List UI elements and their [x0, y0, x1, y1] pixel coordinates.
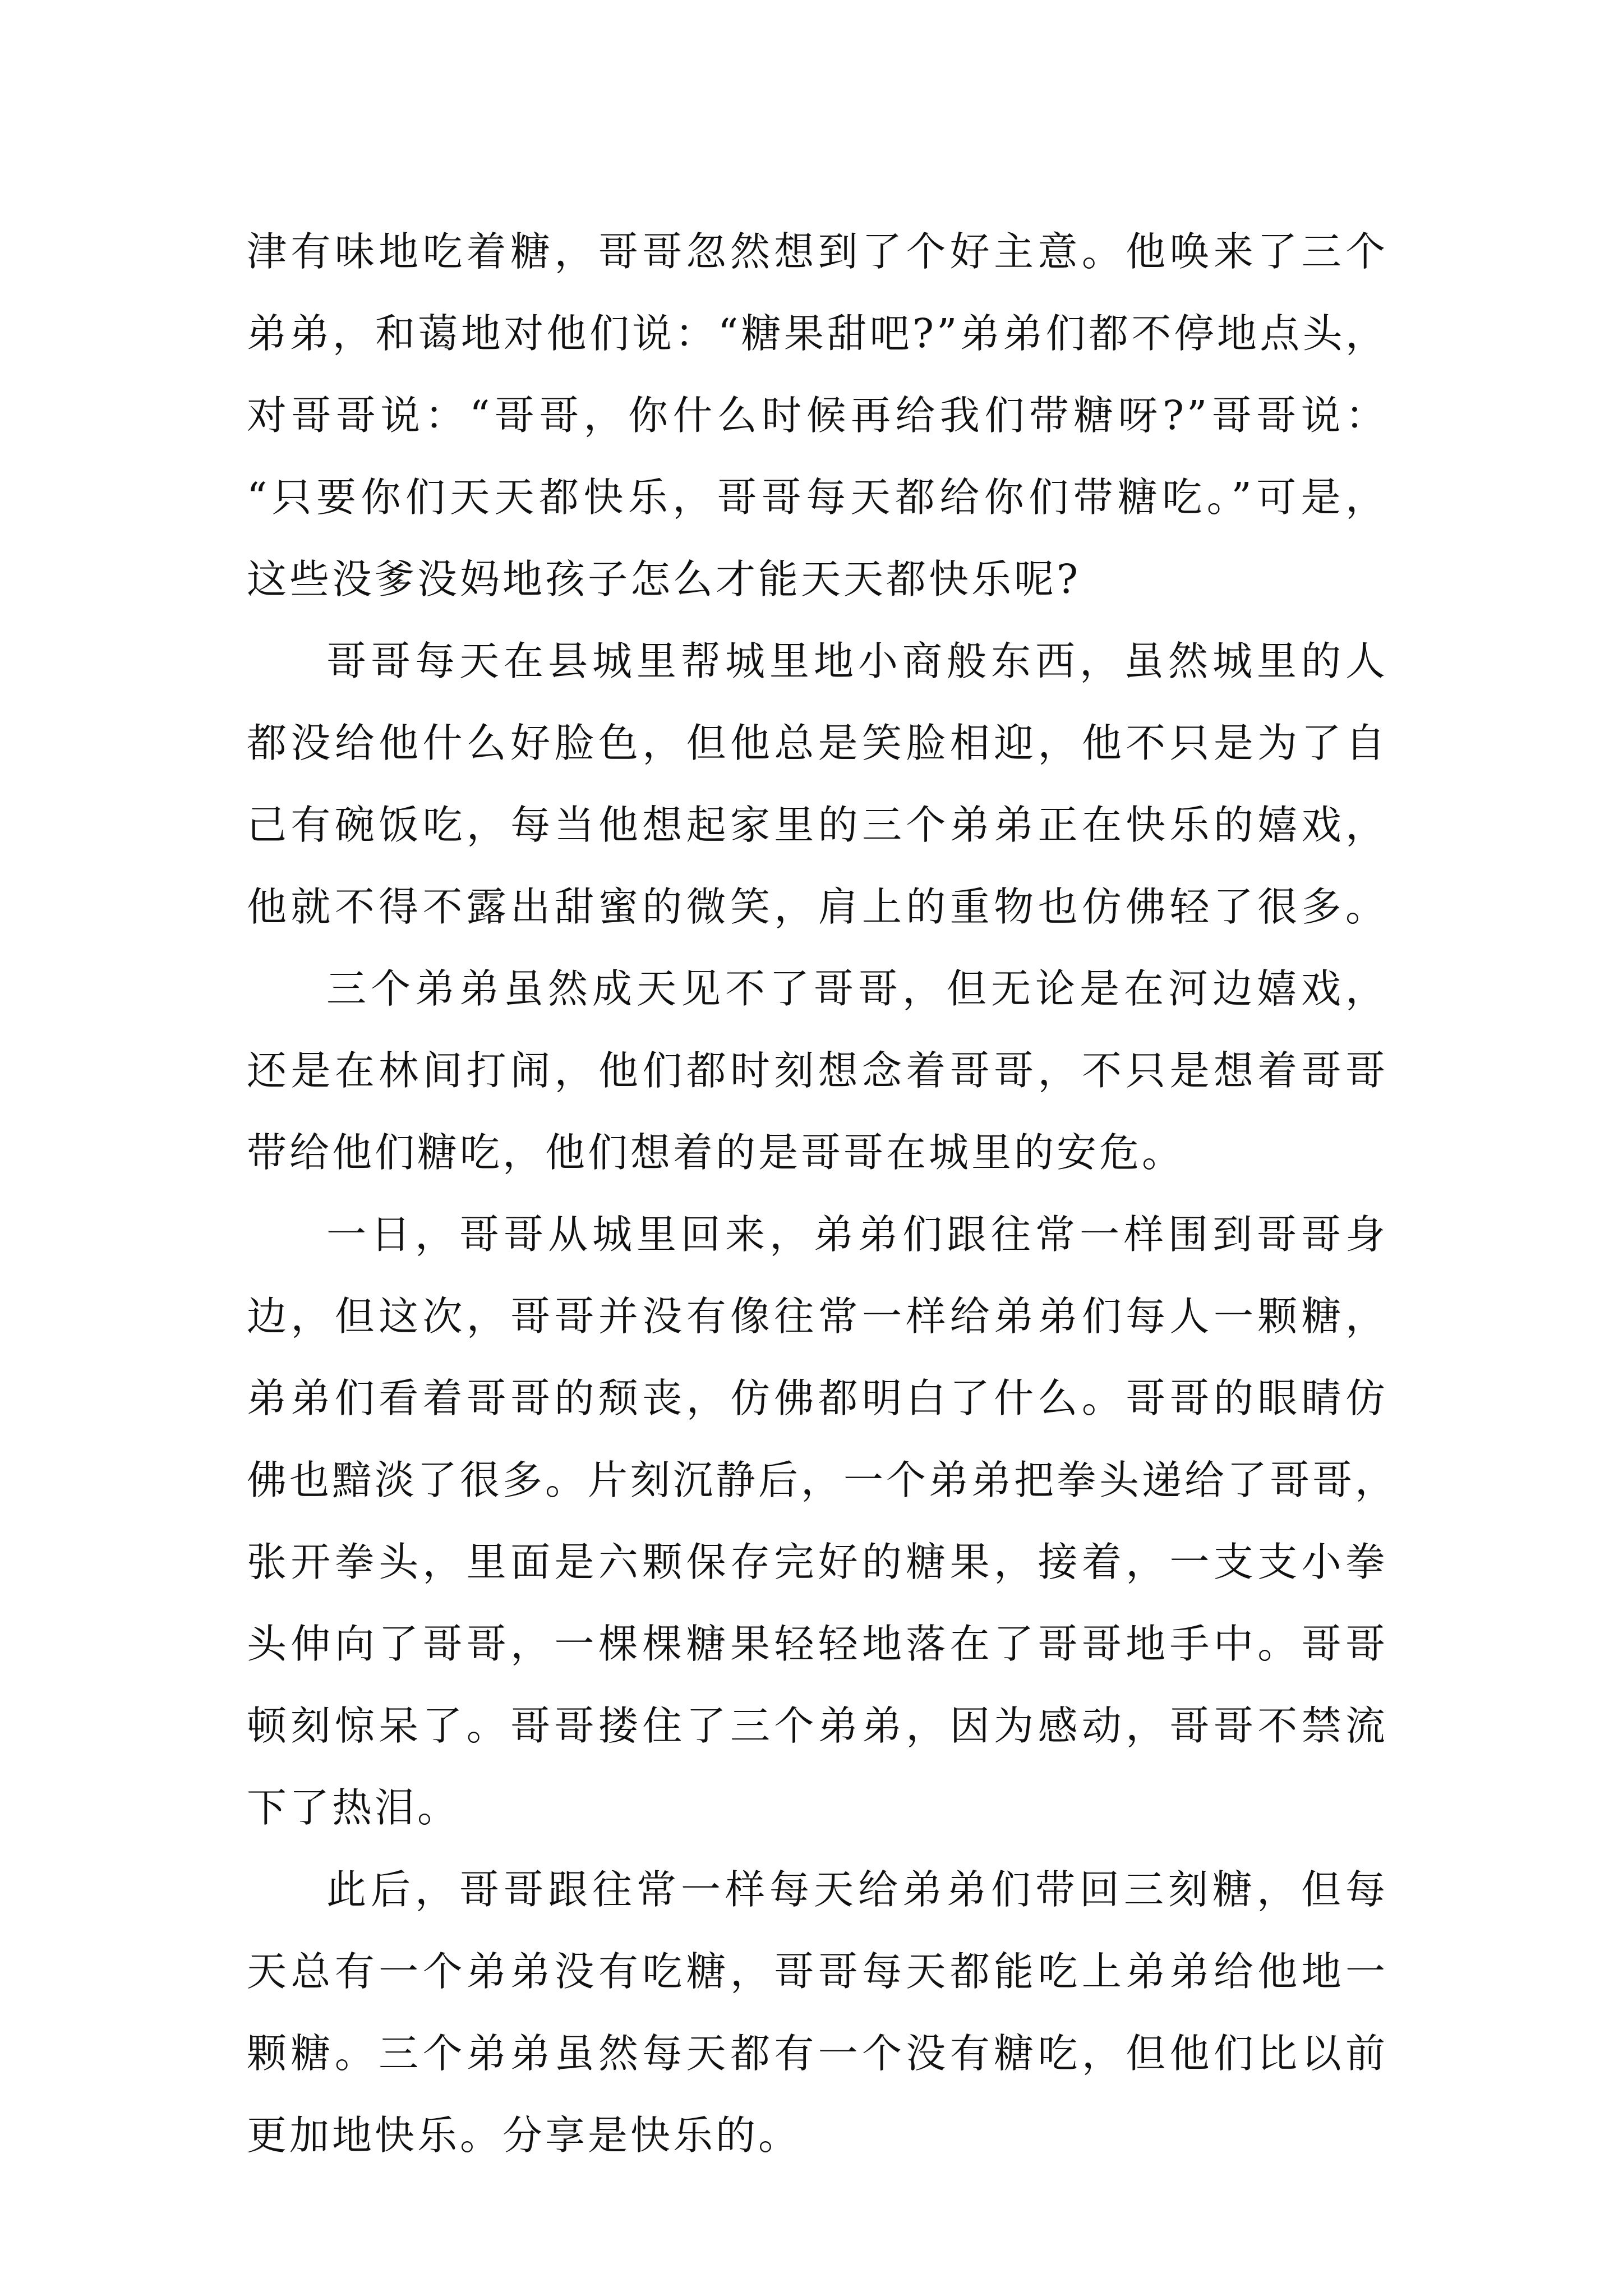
paragraph-1 [247, 211, 1388, 620]
text-line: 更加地快乐。分享是快乐的。 [247, 2112, 801, 2159]
text-line: 顿刻惊呆了。哥哥搂住了三个弟弟，因为感动，哥哥不禁流 [247, 1703, 1388, 1749]
text-line: 三个弟弟虽然成天见不了哥哥，但无论是在河边嬉戏， [326, 965, 1388, 1012]
text-line: 对哥哥说：“哥哥，你什么时候再给我们带糖呀?”哥哥说： [247, 392, 1388, 439]
text-line: “只要你们天天都快乐，哥哥每天都给你们带糖吃。”可是， [247, 474, 1388, 521]
text-line: 弟弟，和蔼地对他们说：“糖果甜吧?”弟弟们都不停地点头， [247, 310, 1388, 357]
text-line: 一日，哥哥从城里回来，弟弟们跟往常一样围到哥哥身 [326, 1211, 1388, 1258]
text-line: 佛也黯淡了很多。片刻沉静后，一个弟弟把拳头递给了哥哥， [247, 1457, 1398, 1503]
paragraph-3 [247, 948, 1388, 1194]
text-line: 还是在林间打闹，他们都时刻想念着哥哥，不只是想着哥哥 [247, 1047, 1388, 1094]
text-line: 头伸向了哥哥，一棵棵糖果轻轻地落在了哥哥地手中。哥哥 [247, 1621, 1388, 1667]
text-line: 哥哥每天在县城里帮城里地小商般东西，虽然城里的人 [326, 638, 1388, 684]
text-line: 此后，哥哥跟往常一样每天给弟弟们带回三刻糖，但每 [326, 1866, 1388, 1913]
text-line: 都没给他什么好脸色，但他总是笑脸相迎，他不只是为了自 [247, 720, 1388, 766]
text-line: 颗糖。三个弟弟虽然每天都有一个没有糖吃，但他们比以前 [247, 2030, 1388, 2077]
paragraph-5 [247, 1849, 1388, 2177]
text-line: 带给他们糖吃，他们想着的是哥哥在城里的安危。 [247, 1129, 1185, 1176]
text-line: 边，但这次，哥哥并没有像往常一样给弟弟们每人一颗糖， [247, 1293, 1388, 1340]
text-line: 他就不得不露出甜蜜的微笑，肩上的重物也仿佛轻了很多。 [247, 884, 1388, 930]
document-body [247, 211, 1398, 2177]
paragraph-2 [247, 620, 1388, 948]
paragraph-4 [247, 1194, 1398, 1849]
text-line: 这些没爹没妈地孩子怎么才能天天都快乐呢? [247, 556, 1081, 602]
text-line: 下了热泪。 [247, 1784, 460, 1831]
text-line: 津有味地吃着糖，哥哥忽然想到了个好主意。他唤来了三个 [247, 228, 1388, 275]
text-line: 己有碗饭吃，每当他想起家里的三个弟弟正在快乐的嬉戏， [247, 802, 1388, 848]
text-line: 弟弟们看着哥哥的颓丧，仿佛都明白了什么。哥哥的眼睛仿 [247, 1375, 1388, 1421]
text-line: 天总有一个弟弟没有吃糖，哥哥每天都能吃上弟弟给他地一 [247, 1948, 1388, 1995]
text-line: 张开拳头，里面是六颗保存完好的糖果，接着，一支支小拳 [247, 1539, 1388, 1585]
